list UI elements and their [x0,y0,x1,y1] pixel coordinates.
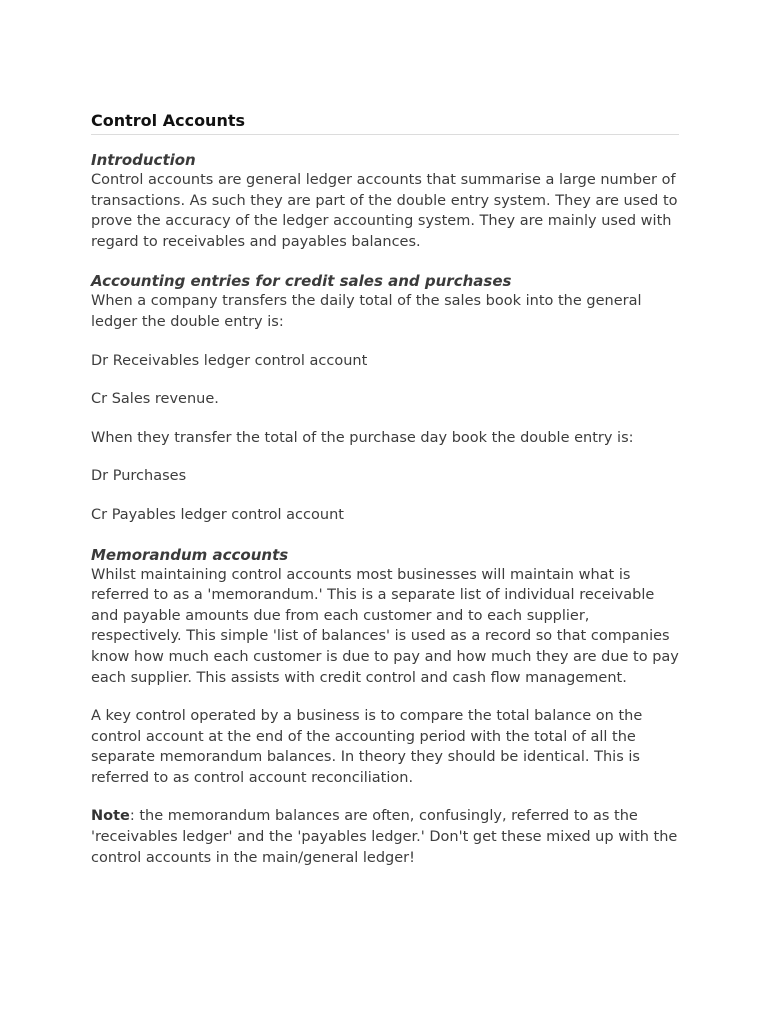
note-label: Note [91,808,130,825]
entry-dr-purchases: Dr Purchases [91,468,187,485]
document-page [91,110,679,868]
entry-cr-sales: Cr Sales revenue. [91,391,219,408]
document-title: Control Accounts [91,110,679,135]
memorandum-paragraph-1: Whilst maintaining control accounts most businesses will maintain what is referred to as a 'memorandum.' This is a separate list of individual receivable and payable amounts due from each customer and to each supplier, respectively. This simple 'list of balances' is used as a record so that companies know how much each customer is due to pay and how much they are due to pay each supplier. This assists with credit control and cash flow management. [91,566,679,686]
memorandum-paragraph-2: A key control operated by a business is to compare the total balance on the control account at the end of the accounting period with the total of all the separate memorandum balances. In theory they should be identical. This is referred to as control account reconciliation. [91,708,643,786]
section-heading-memorandum: Memorandum accounts [91,545,289,564]
section-heading-introduction: Introduction [91,151,196,169]
note-paragraph [91,806,679,868]
section-heading-accounting-entries: Accounting entries for credit sales and purchases [91,272,512,291]
entry-cr-payables: Cr Payables ledger control account [91,506,344,523]
entries-paragraph-sales: When a company transfers the daily total of the sales book into the general ledger the double entry is: [91,293,642,330]
intro-paragraph: Control accounts are general ledger accounts that summarise a large number of transactions. As such they are part of the double entry system. They are used to prove the accuracy of the ledger accounting system. They are mainly used with regard to receivables and payables balances. [91,172,678,250]
note-text: : the memorandum balances are often, confusingly, referred to as the 'receivables ledger' and the 'payables ledger.' Don't get these mixed up with the control accounts in the main/general ledger! [91,808,678,866]
entries-paragraph-purchases: When they transfer the total of the purchase day book the double entry is: [91,429,634,446]
entry-dr-receivables: Dr Receivables ledger control account [91,352,368,369]
